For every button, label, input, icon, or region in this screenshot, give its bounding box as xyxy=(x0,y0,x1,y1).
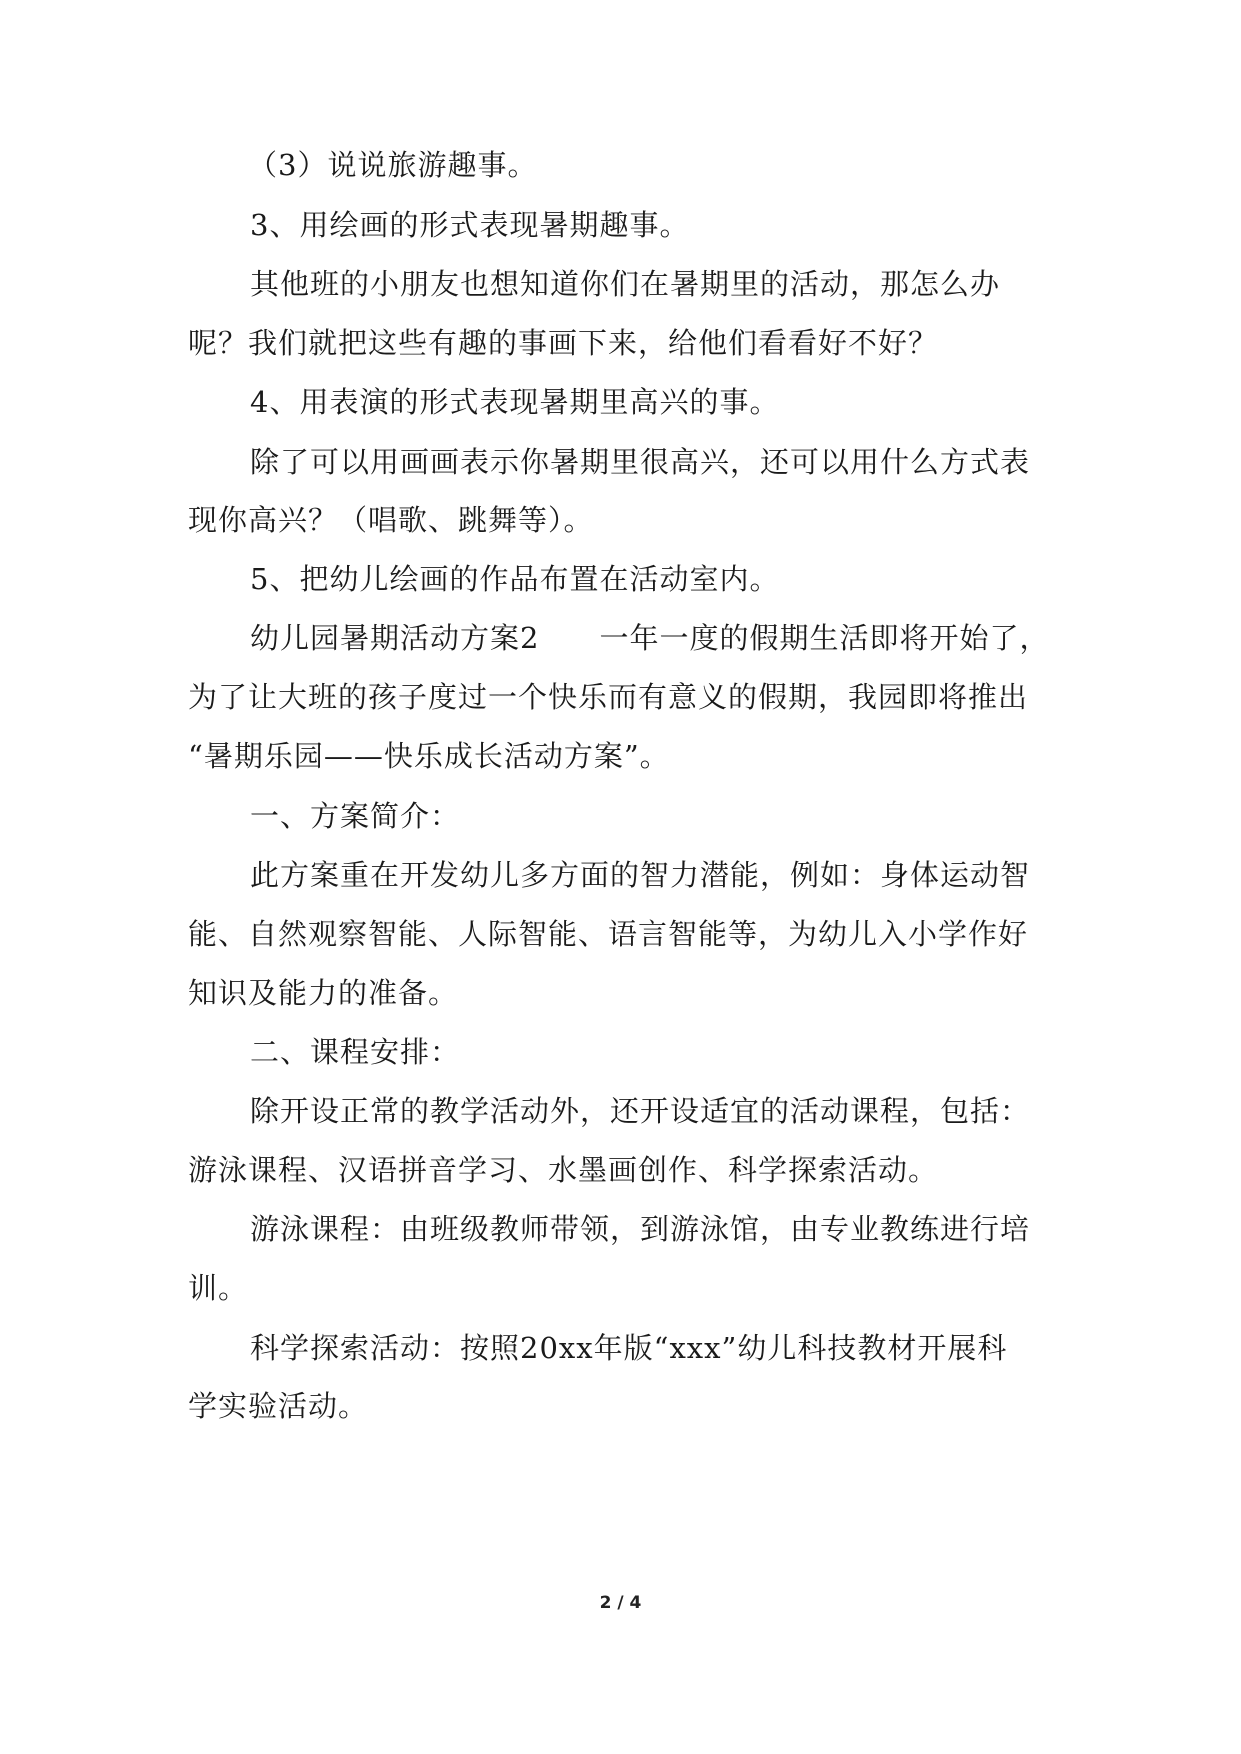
text-line: 能、自然观察智能、人际智能、语言智能等，为幼儿入小学作好 xyxy=(188,917,1029,951)
text-line: 4、用表演的形式表现暑期里高兴的事。 xyxy=(250,385,780,419)
text-line: 游泳课程：由班级教师带领，到游泳馆，由专业教练进行培 xyxy=(250,1212,1031,1246)
text-line: 此方案重在开发幼儿多方面的智力潜能，例如：身体运动智 xyxy=(250,858,1031,892)
section-heading: 二、课程安排： xyxy=(250,1035,461,1069)
text-line: 游泳课程、汉语拼音学习、水墨画创作、科学探索活动。 xyxy=(188,1153,939,1187)
text-line: 3、用绘画的形式表现暑期趣事。 xyxy=(250,208,690,242)
text-line: 5、把幼儿绘画的作品布置在活动室内。 xyxy=(250,562,780,596)
text-line: “暑期乐园——快乐成长活动方案”。 xyxy=(188,739,670,773)
section-heading: 一、方案简介： xyxy=(250,799,461,833)
text-line: 知识及能力的准备。 xyxy=(188,976,459,1010)
text-line: 为了让大班的孩子度过一个快乐而有意义的假期，我园即将推出 xyxy=(188,680,1029,714)
text-line: 学实验活动。 xyxy=(188,1389,369,1423)
text-line: 训。 xyxy=(188,1271,249,1305)
page-number: 2 / 4 xyxy=(599,1593,642,1613)
text-line: 科学探索活动：按照20xx年版“xxx”幼儿科技教材开展科 xyxy=(250,1331,1008,1365)
text-line: 其他班的小朋友也想知道你们在暑期里的活动，那怎么办 xyxy=(250,267,1001,301)
text-line: 除开设正常的教学活动外，还开设适宜的活动课程，包括： xyxy=(250,1094,1031,1128)
text-line: 除了可以用画画表示你暑期里很高兴，还可以用什么方式表 xyxy=(250,445,1031,479)
text-line: （3）说说旅游趣事。 xyxy=(248,148,538,182)
text-line: 现你高兴？（唱歌、跳舞等）。 xyxy=(188,503,594,537)
text-line: 呢？我们就把这些有趣的事画下来，给他们看看好不好？ xyxy=(188,326,939,360)
text-line: 幼儿园暑期活动方案2 一年一度的假期生活即将开始了， xyxy=(250,621,1050,655)
